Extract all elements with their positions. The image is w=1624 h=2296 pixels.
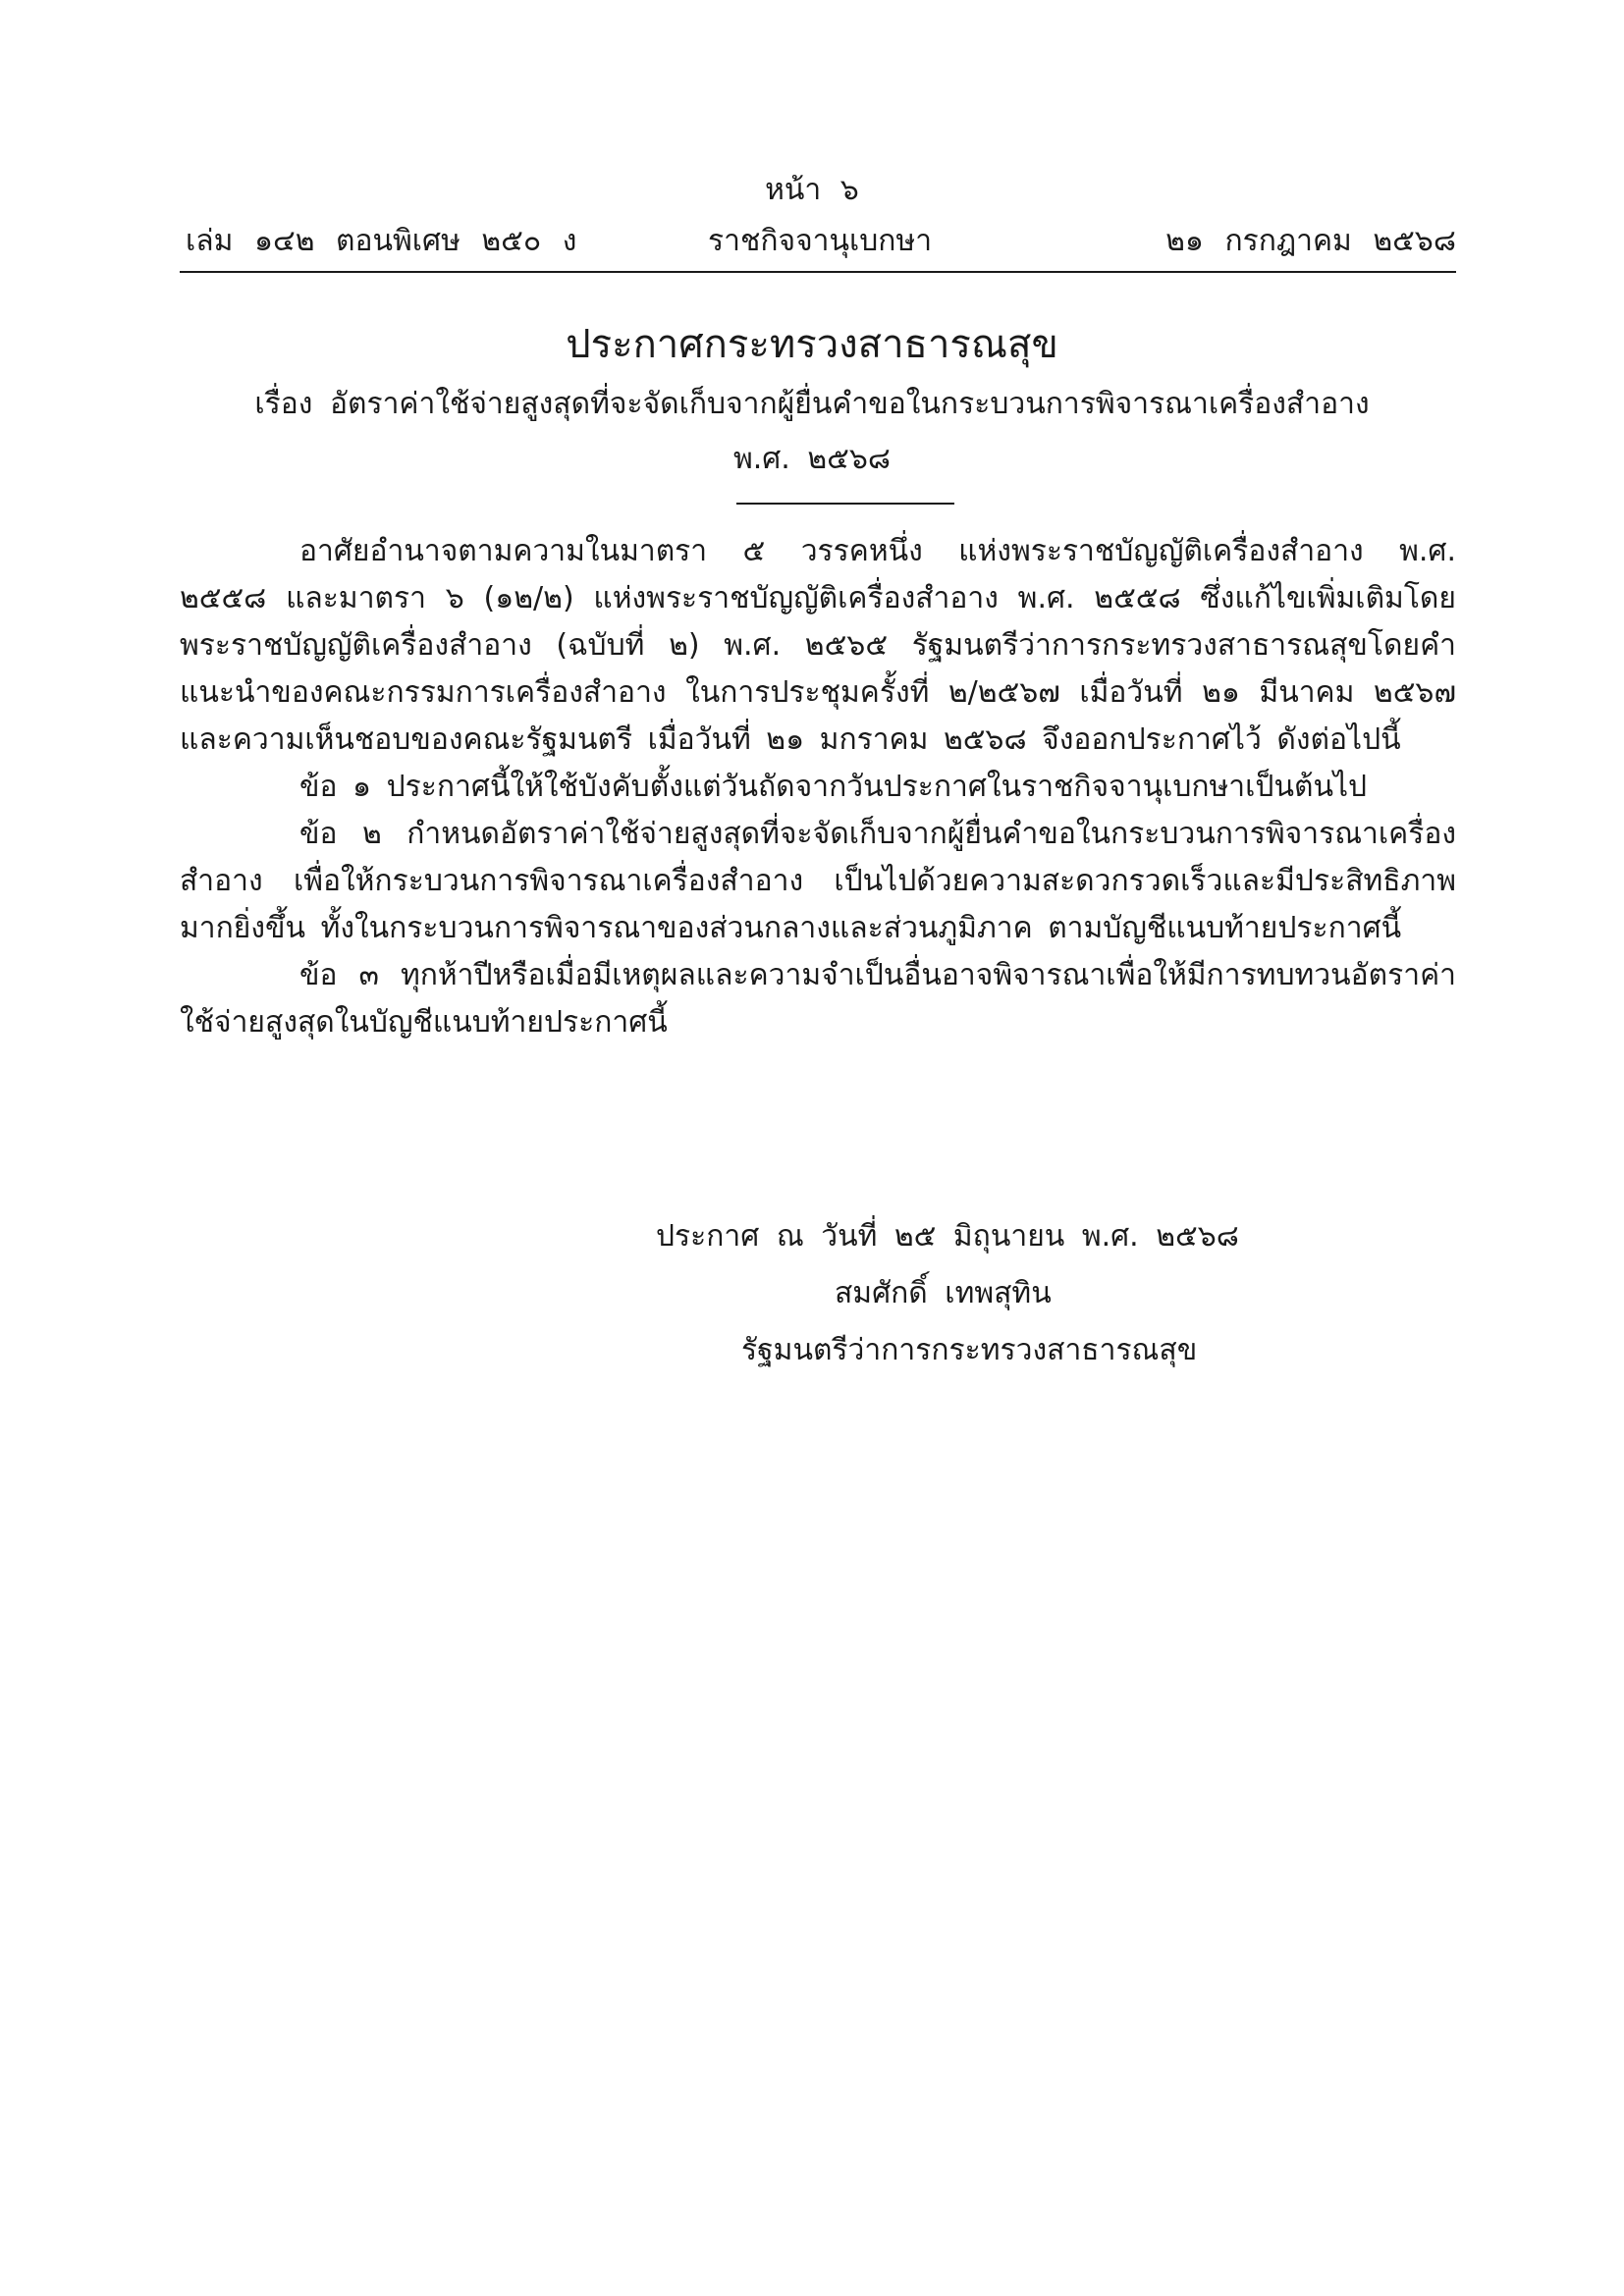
signing-date: ประกาศ ณ วันที่ ๒๕ มิถุนายน พ.ศ. ๒๕๖๘ bbox=[656, 1219, 1239, 1254]
announcement-year: พ.ศ. ๒๕๖๘ bbox=[732, 442, 892, 476]
page-number: หน้า ๖ bbox=[765, 173, 859, 207]
signatory-position: รัฐมนตรีว่าการกระทรวงสาธารณสุข bbox=[741, 1333, 1198, 1367]
gazette-header bbox=[180, 218, 1456, 265]
title-divider bbox=[736, 503, 954, 505]
announcement-subject: เรื่อง อัตราค่าใช้จ่ายสูงสุดที่จะจัดเก็บจากผู้ยื่นคำขอในกระบวนการพิจารณาเครื่องสำอาง bbox=[254, 387, 1370, 421]
clause-1: ข้อ ๑ ประกาศนี้ให้ใช้บังคับตั้งแต่วันถัดจากวันประกาศในราชกิจจานุเบกษาเป็นต้นไป bbox=[299, 770, 1368, 804]
publication-date: ๒๑ กรกฎาคม ๒๕๖๘ bbox=[1165, 224, 1456, 258]
announcement-body bbox=[180, 528, 1456, 1046]
volume-issue: เล่ม ๑๔๒ ตอนพิเศษ ๒๕๐ ง bbox=[186, 224, 577, 258]
signatory-name: สมศักดิ์ เทพสุทิน bbox=[835, 1276, 1052, 1310]
preamble-paragraph: อาศัยอำนาจตามความในมาตรา ๕ วรรคหนึ่ง แห่งพระราชบัญญัติเครื่องสำอาง พ.ศ. ๒๕๕๘ และมาตรา ๖ (๑๒/๒) แห่งพระราชบัญญัติเครื่องสำอาง พ.ศ. ๒๕๕๘ ซึ่งแก้ไขเพิ่มเติมโดยพระราชบัญญัติเครื่องสำอาง (ฉบับที่ ๒) พ.ศ. ๒๕๖๕ รัฐมนตรีว่าการกระทรวงสาธารณสุขโดยคำแนะนำของคณะกรรมการเครื่องสำอาง ในการประชุมครั้งที่ ๒/๒๕๖๗ เมื่อวันที่ ๒๑ มีนาคม ๒๕๖๗ และความเห็นชอบของคณะรัฐมนตรี เมื่อวันที่ ๒๑ มกราคม ๒๕๖๘ จึงออกประกาศไว้ ดังต่อไปนี้ bbox=[180, 534, 1456, 757]
header-divider bbox=[180, 271, 1456, 273]
clause-2: ข้อ ๒ กำหนดอัตราค่าใช้จ่ายสูงสุดที่จะจัดเก็บจากผู้ยื่นคำขอในกระบวนการพิจารณาเครื่องสำอาง เพื่อให้กระบวนการพิจารณาเครื่องสำอาง เป็นไปด้วยความสะดวกรวดเร็วและมีประสิทธิภาพมากยิ่งขึ้น ทั้งในกระบวนการพิจารณาของส่วนกลางและส่วนภูมิภาค ตามบัญชีแนบท้ายประกาศนี้ bbox=[180, 817, 1456, 945]
publication-name: ราชกิจจานุเบกษา bbox=[708, 224, 933, 258]
clause-3: ข้อ ๓ ทุกห้าปีหรือเมื่อมีเหตุผลและความจำเป็นอื่นอาจพิจารณาเพื่อให้มีการทบทวนอัตราค่าใช้จ่ายสูงสุดในบัญชีแนบท้ายประกาศนี้ bbox=[180, 958, 1456, 1040]
announcement-title: ประกาศกระทรวงสาธารณสุข bbox=[566, 322, 1058, 367]
